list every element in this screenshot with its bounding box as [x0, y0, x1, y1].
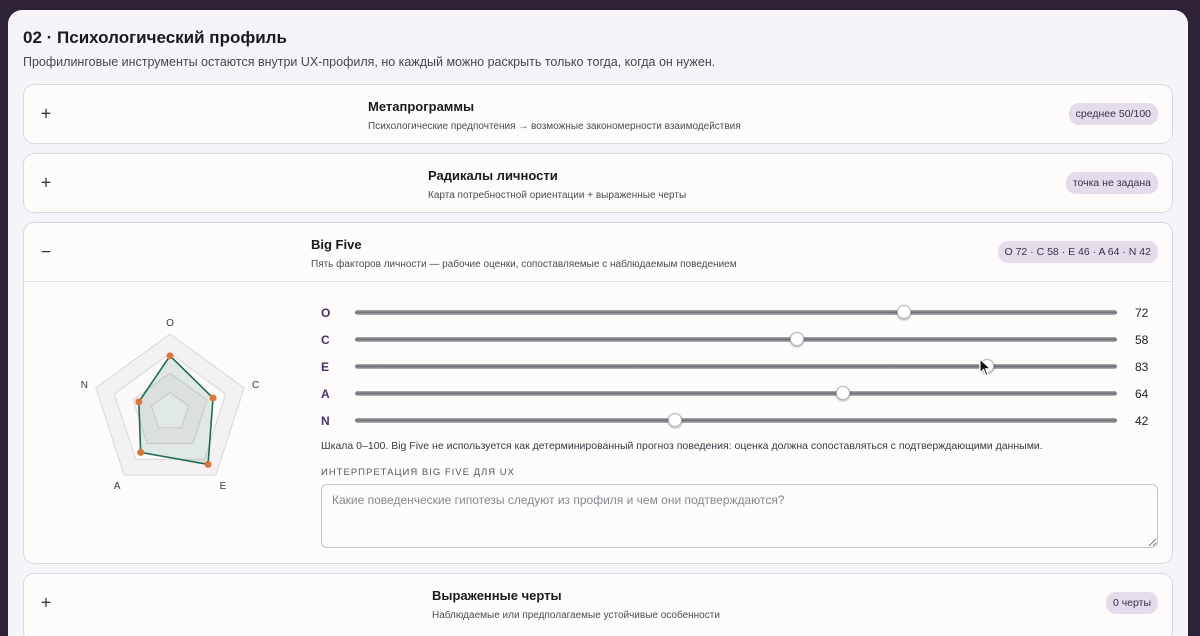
accordion-description: Психологические предпочтения → возможные закономерности взаимодействия	[368, 121, 741, 132]
trait-slider-row-a	[321, 381, 1149, 408]
accordion-title: Метапрограммы	[368, 99, 475, 114]
slider-track[interactable]	[355, 337, 1117, 342]
status-badge: точка не задана	[1066, 172, 1158, 194]
accordion-description: Пять факторов личности — рабочие оценки, сопоставляемые с наблюдаемым поведением	[311, 259, 737, 270]
slider-track[interactable]	[355, 310, 1117, 315]
slider-track[interactable]	[355, 418, 1117, 423]
big-five-body	[24, 281, 1172, 564]
accordion-title: Выраженные черты	[432, 588, 562, 603]
trait-slider-row-e	[321, 354, 1149, 381]
radar-point-n	[135, 398, 142, 405]
trait-value: 83	[1135, 360, 1149, 374]
accordion-metaprograms	[23, 84, 1173, 144]
trait-slider-row-o	[321, 300, 1149, 327]
radar-point-c	[210, 395, 217, 402]
trait-label: O	[321, 306, 331, 320]
accordion-description: Наблюдаемые или предполагаемые устойчивые особенности	[432, 610, 720, 621]
count-badge: 0 черты	[1106, 592, 1158, 614]
slider-track[interactable]	[355, 391, 1117, 396]
expand-plus-icon[interactable]: +	[40, 172, 52, 193]
accordion-description: Карта потребностной ориентации + выраженные черты	[428, 190, 687, 201]
slider-thumb[interactable]	[897, 305, 911, 319]
trait-value: 58	[1135, 333, 1149, 347]
slider-thumb[interactable]	[668, 413, 682, 427]
accordion-title: Радикалы личности	[428, 168, 558, 183]
radar-point-e	[205, 461, 212, 468]
trait-slider-row-c	[321, 327, 1149, 354]
expand-plus-icon[interactable]: +	[40, 103, 52, 124]
trait-label: C	[321, 333, 330, 347]
scale-note: Шкала 0–100. Big Five не используется как детерминированный прогноз поведения: оценка должна сопоставляться с подтверждающими данными.	[321, 440, 1043, 452]
accordion-header-big-five[interactable]	[24, 223, 1172, 281]
slider-thumb[interactable]	[790, 332, 804, 346]
trait-sliders	[321, 300, 1149, 435]
trait-label: E	[321, 360, 330, 374]
accordion-header-radicals[interactable]	[24, 154, 1172, 212]
trait-value: 42	[1135, 414, 1149, 428]
radar-axis-label: N	[80, 380, 89, 392]
radar-axis-label: C	[251, 380, 260, 392]
expand-plus-icon[interactable]: +	[40, 592, 52, 613]
accordion-title: Big Five	[311, 237, 362, 252]
accordion-header-metaprograms[interactable]	[24, 85, 1172, 143]
trait-value: 64	[1135, 387, 1149, 401]
big-five-radar-chart	[80, 314, 260, 504]
psych-profile-card	[8, 10, 1188, 636]
trait-slider-row-n	[321, 408, 1149, 435]
section-subtitle: Профилинговые инструменты остаются внутри UX-профиля, но каждый можно раскрыть только тогда, когда он нужен.	[23, 55, 716, 69]
radar-axis-label: E	[219, 480, 227, 492]
radar-axis-label: A	[113, 480, 121, 492]
mouse-cursor-icon	[979, 358, 993, 378]
slider-thumb[interactable]	[836, 386, 850, 400]
slider-track[interactable]	[355, 364, 1117, 369]
radar-point-a	[137, 449, 144, 456]
accordion-expressed-traits	[23, 573, 1173, 636]
trait-label: N	[321, 414, 330, 428]
radar-point-o	[167, 352, 174, 359]
section-title: 02 · Психологический профиль	[23, 28, 287, 47]
accordion-big-five	[23, 222, 1173, 564]
accordion-header-traits[interactable]	[24, 574, 1172, 632]
trait-label: A	[321, 387, 330, 401]
status-badge: среднее 50/100	[1069, 103, 1158, 125]
collapse-minus-icon[interactable]: −	[40, 241, 52, 262]
scores-badge: O 72 · C 58 · E 46 · A 64 · N 42	[998, 241, 1159, 263]
trait-value: 72	[1135, 306, 1149, 320]
radar-axis-label: O	[166, 318, 174, 329]
interpretation-textarea[interactable]	[321, 484, 1158, 548]
interpretation-label: ИНТЕРПРЕТАЦИЯ BIG FIVE ДЛЯ UX	[321, 467, 515, 478]
accordion-personality-radicals	[23, 153, 1173, 213]
